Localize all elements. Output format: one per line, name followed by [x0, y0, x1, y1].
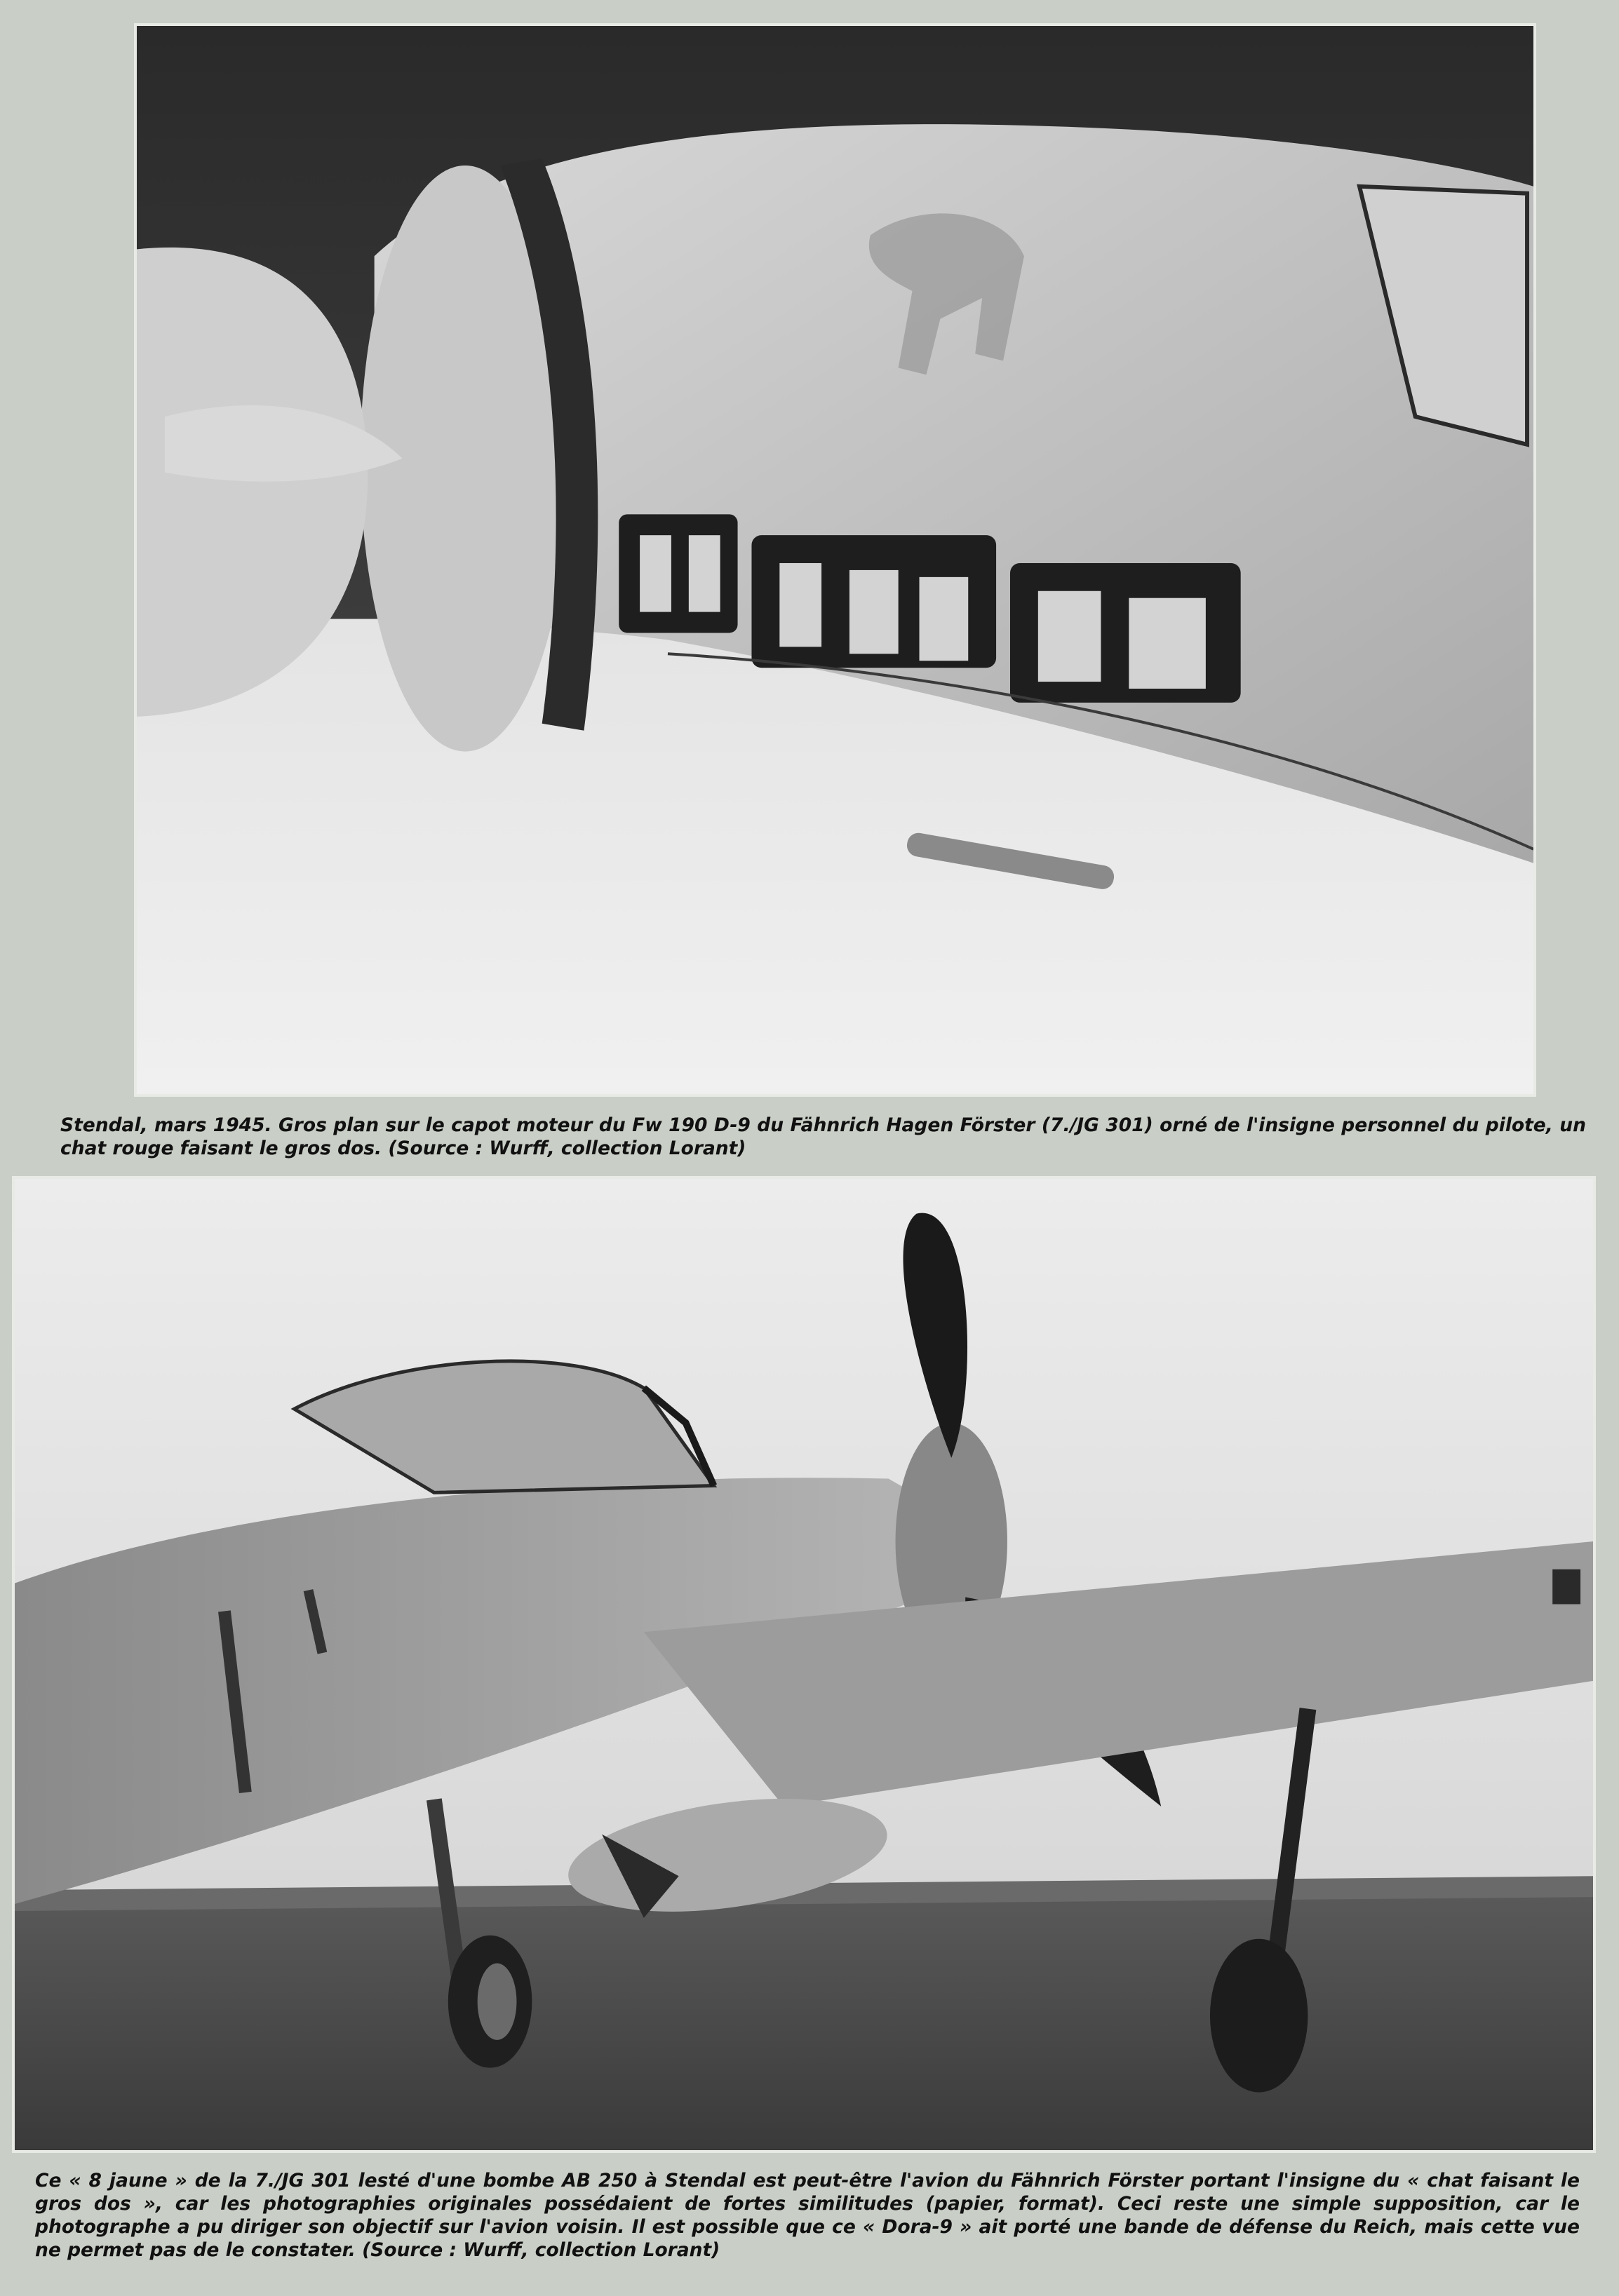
- engine-cowling-photo-graphic: [137, 26, 1533, 1094]
- photo-engine-cowling-closeup: [134, 23, 1536, 1097]
- photo-caption-top: Stendal, mars 1945. Gros plan sur le capot moteur du Fw 190 D-9 du Fähnrich Hagen Förster (7./JG 301) orné de l'insigne personnel du pilote, un chat rouge faisant le gros dos. (Source : Wurff, collection Lorant): [60, 1114, 1586, 1159]
- photo-aircraft-with-bomb: [12, 1176, 1596, 2153]
- photo-caption-bottom: Ce « 8 jaune » de la 7./JG 301 lesté d'une bombe AB 250 à Stendal est peut-être l'avion du Fähnrich Förster portant l'insigne du « chat faisant le gros dos », car les photographies originales possédaient de fortes similitudes (papier, format). Ceci reste une simple supposition, car le photographe a pu diriger son objectif sur l'avion voisin. Il est possible que ce « Dora-9 » ait porté une bande de défense du Reich, mais cette vue ne permet pas de le constater. (Source : Wurff, collection Lorant): [35, 2170, 1580, 2261]
- aircraft-with-bomb-photo-graphic: [15, 1179, 1593, 2150]
